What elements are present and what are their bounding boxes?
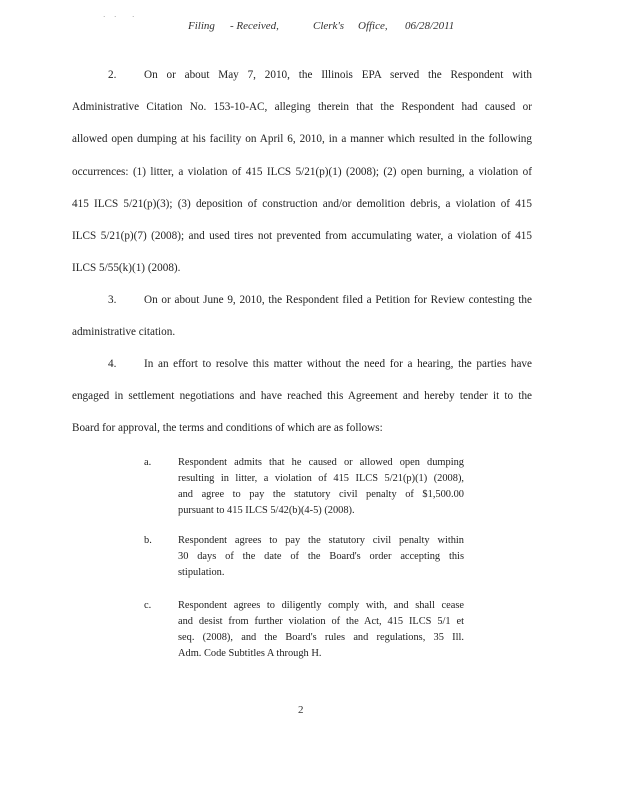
header-date: 06/28/2011 bbox=[405, 20, 455, 32]
header-office: Office, bbox=[358, 20, 388, 32]
paragraph-line: engaged in settlement negotiations and have reached this Agreement and hereby tender it to the bbox=[72, 390, 532, 402]
paragraph-line: ILCS 5/55(k)(1) (2008). bbox=[72, 262, 181, 274]
paragraph-line: On or about May 7, 2010, the Illinois EPA served the Respondent with bbox=[144, 69, 532, 81]
list-item-line: pursuant to 415 ILCS 5/42(b)(4-5) (2008). bbox=[178, 505, 355, 516]
paragraph-line: allowed open dumping at his facility on April 6, 2010, in a manner which resulted in the following bbox=[72, 133, 532, 145]
list-item-letter: a. bbox=[144, 457, 152, 468]
scan-speck: · bbox=[132, 13, 135, 21]
paragraph-number: 3. bbox=[108, 294, 117, 306]
paragraph-number: 4. bbox=[108, 358, 117, 370]
list-item-line: 30 days of the date of the Board's order accepting this bbox=[178, 551, 464, 562]
list-item-line: stipulation. bbox=[178, 567, 225, 578]
list-item-line: and agree to pay the statutory civil penalty of $1,500.00 bbox=[178, 489, 464, 500]
list-item-letter: c. bbox=[144, 600, 152, 611]
header-received: - Received, bbox=[230, 20, 279, 32]
paragraph-line: In an effort to resolve this matter without the need for a hearing, the parties have bbox=[144, 358, 532, 370]
paragraph-number: 2. bbox=[108, 69, 117, 81]
paragraph-line: occurrences: (1) litter, a violation of 415 ILCS 5/21(p)(1) (2008); (2) open burning, a violation of bbox=[72, 166, 532, 178]
scan-speck: · bbox=[114, 13, 117, 21]
list-item-line: resulting in litter, a violation of 415 ILCS 5/21(p)(1) (2008), bbox=[178, 473, 464, 484]
list-item-letter: b. bbox=[144, 535, 152, 546]
scan-speck: · bbox=[103, 13, 106, 21]
page-number: 2 bbox=[298, 704, 304, 716]
list-item-line: Respondent admits that he caused or allowed open dumping bbox=[178, 457, 464, 468]
paragraph-line: On or about June 9, 2010, the Respondent filed a Petition for Review contesting the bbox=[144, 294, 532, 306]
list-item-line: seq. (2008), and the Board's rules and regulations, 35 Ill. bbox=[178, 632, 464, 643]
header-clerks: Clerk's bbox=[313, 20, 345, 32]
list-item-line: Respondent agrees to pay the statutory civil penalty within bbox=[178, 535, 464, 546]
list-item-line: Respondent agrees to diligently comply with, and shall cease bbox=[178, 600, 464, 611]
header-filing: Filing bbox=[188, 20, 215, 32]
list-item-line: Adm. Code Subtitles A through H. bbox=[178, 648, 322, 659]
paragraph-line: Board for approval, the terms and conditions of which are as follows: bbox=[72, 422, 383, 434]
paragraph-line: Administrative Citation No. 153-10-AC, alleging therein that the Respondent had caused or bbox=[72, 101, 532, 113]
paragraph-line: ILCS 5/21(p)(7) (2008); and used tires not prevented from accumulating water, a violation of 415 bbox=[72, 230, 532, 242]
list-item-line: and desist from further violation of the Act, 415 ILCS 5/1 et bbox=[178, 616, 464, 627]
paragraph-line: administrative citation. bbox=[72, 326, 176, 338]
filing-stamp-header bbox=[0, 20, 618, 38]
paragraph-line: 415 ILCS 5/21(p)(3); (3) deposition of construction and/or demolition debris, a violation of 415 bbox=[72, 198, 532, 210]
